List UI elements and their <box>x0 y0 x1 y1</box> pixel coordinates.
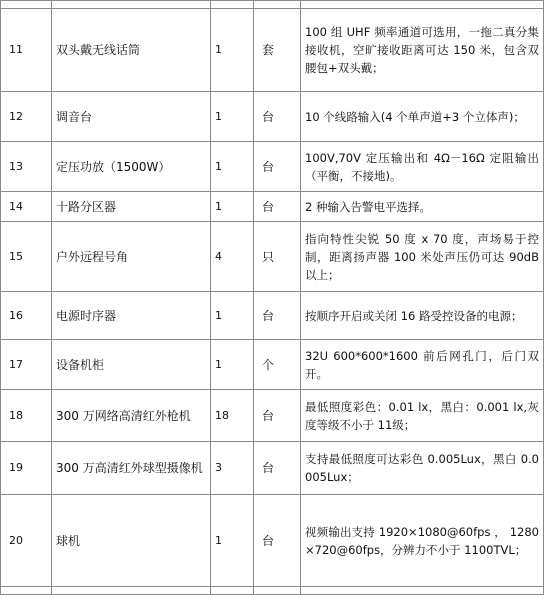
row-number: 15 <box>1 222 52 292</box>
cell-empty <box>1 1 52 9</box>
item-unit: 台 <box>254 192 301 222</box>
cell-empty <box>254 587 301 595</box>
item-unit: 台 <box>254 390 301 442</box>
cell-empty <box>1 587 52 595</box>
item-quantity: 1 <box>211 495 254 587</box>
item-quantity: 1 <box>211 340 254 390</box>
table-row-partial-bottom <box>1 587 544 595</box>
table-row <box>1 222 544 292</box>
item-name: 十路分区器 <box>52 192 211 222</box>
item-description: 按顺序开启或关闭 16 路受控设备的电源； <box>301 292 544 340</box>
row-number: 12 <box>1 92 52 142</box>
item-quantity: 18 <box>211 390 254 442</box>
cell-empty <box>52 587 211 595</box>
item-quantity: 1 <box>211 9 254 92</box>
item-description: 10 个线路输入(4 个单声道+3 个立体声)； <box>301 92 544 142</box>
item-quantity: 4 <box>211 222 254 292</box>
item-description: 100V,70V 定压输出和 4Ω－16Ω 定阻输出（平衡，不接地)。 <box>301 142 544 192</box>
cell-empty <box>301 587 544 595</box>
row-number: 14 <box>1 192 52 222</box>
item-quantity: 1 <box>211 142 254 192</box>
item-quantity: 3 <box>211 442 254 495</box>
item-unit: 台 <box>254 92 301 142</box>
cell-empty <box>52 1 211 9</box>
table-row <box>1 390 544 442</box>
item-description: 100 组 UHF 频率通道可选用，一拖二真分集接收机，空旷接收距离可达 150 米，包含双腰包+双头戴； <box>301 9 544 92</box>
item-unit: 台 <box>254 292 301 340</box>
row-number: 20 <box>1 495 52 587</box>
item-quantity: 1 <box>211 292 254 340</box>
item-unit: 套 <box>254 9 301 92</box>
item-name: 300 万网络高清红外枪机 <box>52 390 211 442</box>
item-description: 视频输出支持 1920×1080@60fps ， 1280×720@60fps，分辨力不小于 1100TVL； <box>301 495 544 587</box>
row-number: 19 <box>1 442 52 495</box>
row-number: 13 <box>1 142 52 192</box>
table-row <box>1 292 544 340</box>
table-row <box>1 495 544 587</box>
item-name: 双头戴无线话筒 <box>52 9 211 92</box>
table-row <box>1 9 544 92</box>
item-description: 指向特性尖锐 50 度 x 70 度，声场易于控制，距离扬声器 100 米处声压仍可达 90dB 以上； <box>301 222 544 292</box>
cell-empty <box>254 1 301 9</box>
item-unit: 台 <box>254 442 301 495</box>
row-number: 18 <box>1 390 52 442</box>
item-description: 最低照度彩色：0.01 lx，黑白：0.001 lx,灰度等级不小于 11级； <box>301 390 544 442</box>
item-description: 32U 600*600*1600 前后网孔门，后门双开。 <box>301 340 544 390</box>
item-quantity: 1 <box>211 92 254 142</box>
item-unit: 台 <box>254 142 301 192</box>
row-number: 16 <box>1 292 52 340</box>
table-row <box>1 92 544 142</box>
item-name: 定压功放（1500W） <box>52 142 211 192</box>
cell-empty <box>301 1 544 9</box>
table-row <box>1 142 544 192</box>
item-unit: 只 <box>254 222 301 292</box>
table-row <box>1 192 544 222</box>
row-number: 17 <box>1 340 52 390</box>
cell-empty <box>211 587 254 595</box>
item-quantity: 1 <box>211 192 254 222</box>
item-name: 调音台 <box>52 92 211 142</box>
item-name: 设备机柜 <box>52 340 211 390</box>
table-row <box>1 340 544 390</box>
item-unit: 个 <box>254 340 301 390</box>
item-description: 2 种输入告警电平选择。 <box>301 192 544 222</box>
row-number: 11 <box>1 9 52 92</box>
item-name: 300 万高清红外球型摄像机 <box>52 442 211 495</box>
item-description: 支持最低照度可达彩色 0.005Lux，黑白 0.0005Lux； <box>301 442 544 495</box>
table-row-partial-top <box>1 1 544 9</box>
item-name: 户外远程号角 <box>52 222 211 292</box>
item-name: 电源时序器 <box>52 292 211 340</box>
table-row <box>1 442 544 495</box>
item-unit: 台 <box>254 495 301 587</box>
cell-empty <box>211 1 254 9</box>
item-name: 球机 <box>52 495 211 587</box>
